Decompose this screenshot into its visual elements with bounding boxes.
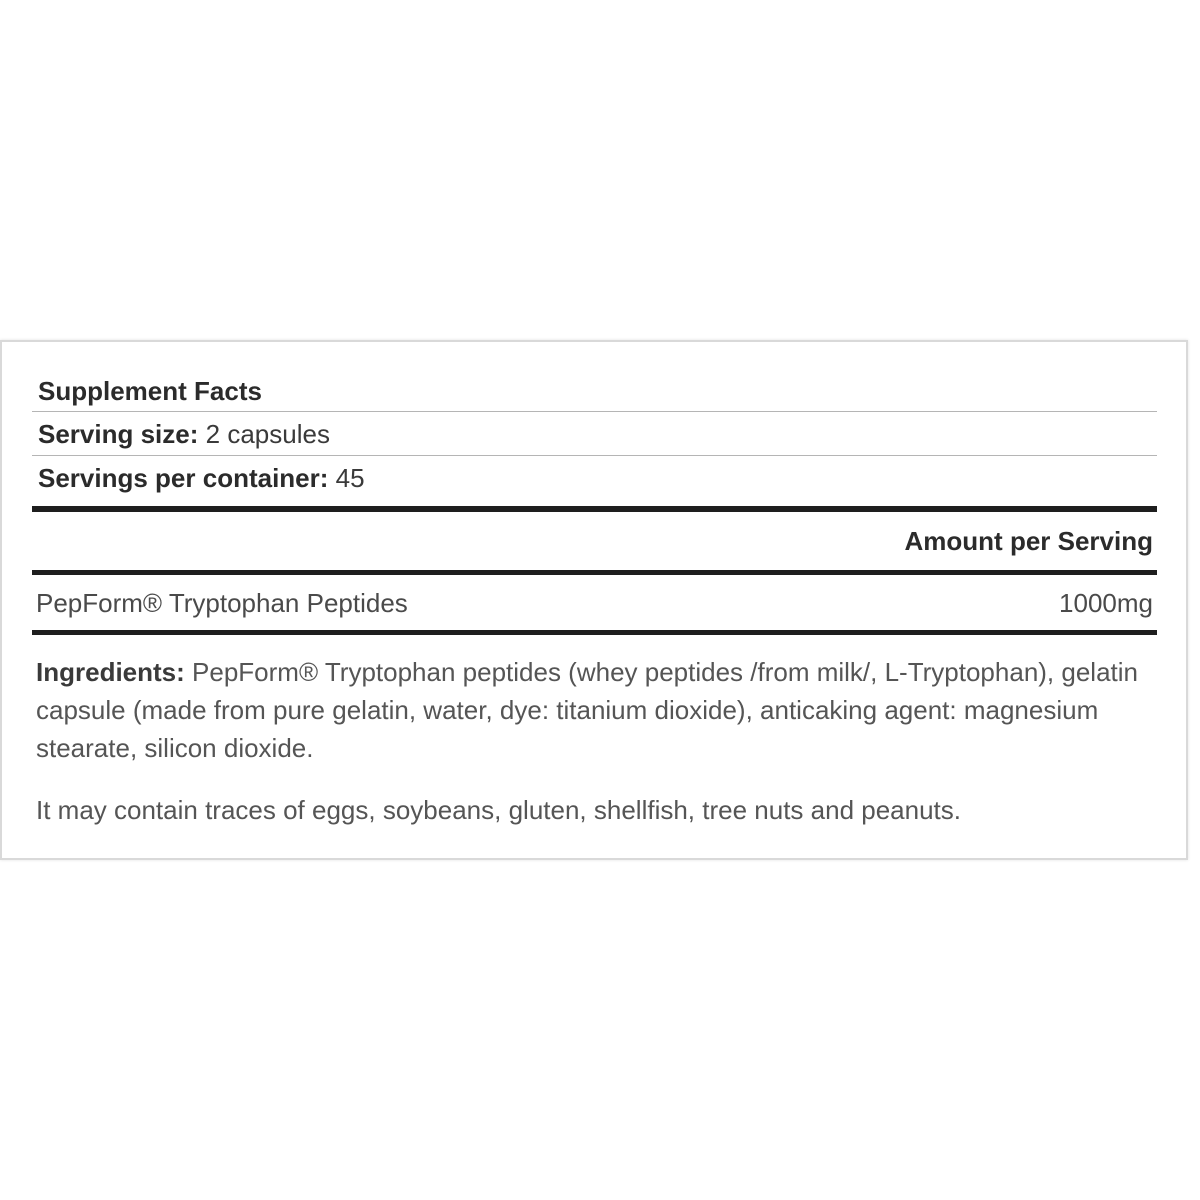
serving-size-row xyxy=(32,412,1157,456)
ingredients-text: PepForm® Tryptophan peptides (whey peptides /from milk/, L-Tryptophan), gelatin capsule (made from pure gelatin, water, dye: titanium dioxide), anticaking agent: magnesium stearate, silicon dioxide. xyxy=(36,657,1138,763)
serving-size-value: 2 capsules xyxy=(205,419,330,449)
nutrient-name: PepForm® Tryptophan Peptides xyxy=(36,588,408,618)
amount-per-serving-header: Amount per Serving xyxy=(904,526,1153,556)
nutrient-amount: 1000mg xyxy=(1059,588,1153,618)
allergen-traces-note: It may contain traces of eggs, soybeans, gluten, shellfish, tree nuts and peanuts. xyxy=(36,795,961,825)
supplement-facts-panel xyxy=(0,340,1188,860)
facts-title: Supplement Facts xyxy=(32,372,1157,412)
serving-size-label: Serving size: xyxy=(38,419,199,449)
servings-per-container-value: 45 xyxy=(335,463,365,493)
thick-divider-bottom xyxy=(32,630,1157,635)
ingredients-paragraph xyxy=(32,653,1146,767)
servings-per-container-row xyxy=(32,456,1157,500)
supplement-facts-table xyxy=(32,372,1157,829)
ingredients-label: Ingredients: xyxy=(36,657,185,687)
servings-per-container-label: Servings per container: xyxy=(38,463,329,493)
nutrient-row xyxy=(32,575,1157,630)
